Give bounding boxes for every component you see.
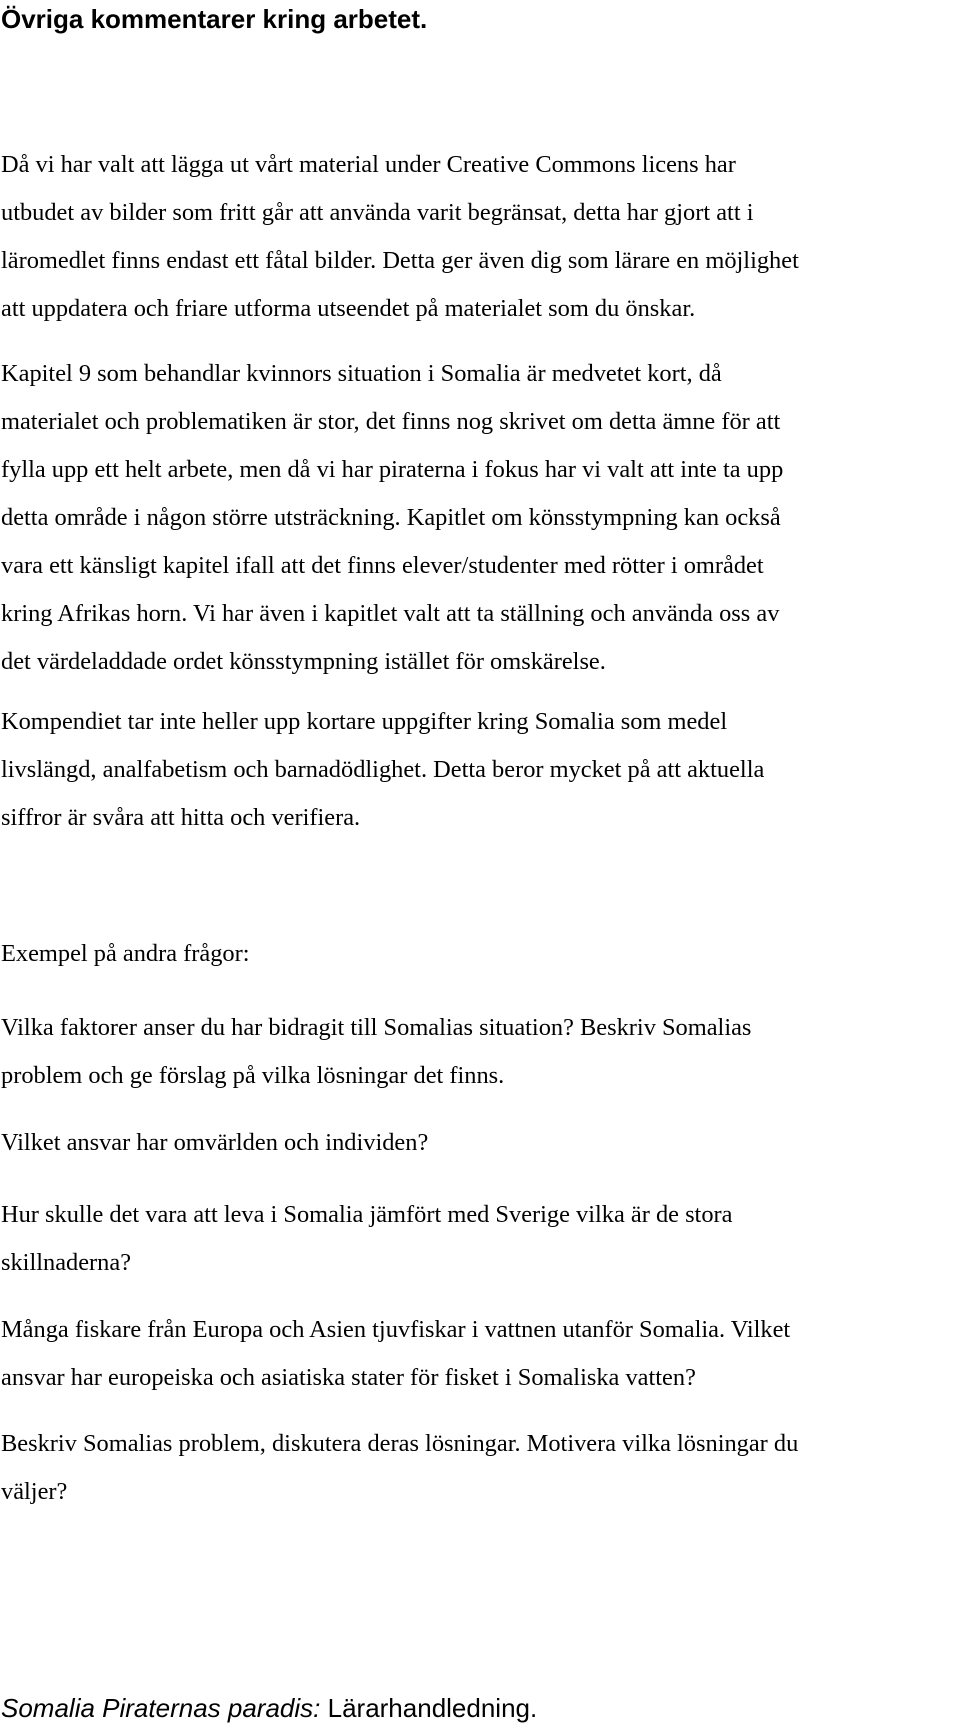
- paragraph-line: det värdeladdade ordet könsstympning istället för omskärelse.: [1, 648, 606, 675]
- page-footer: [1, 1691, 537, 1725]
- paragraph-licensing: [1, 141, 799, 333]
- paragraph-line: Då vi har valt att lägga ut vårt material under Creative Commons licens har: [1, 151, 736, 178]
- paragraph-line: livslängd, analfabetism och barnadödlighet. Detta beror mycket på att aktuella: [1, 756, 765, 783]
- paragraph-chapter-9: [1, 350, 783, 686]
- question-line: ansvar har europeiska och asiatiska stater för fisket i Somaliska vatten?: [1, 1364, 696, 1391]
- paragraph-line: materialet och problematiken är stor, det finns nog skrivet om detta ämne för att: [1, 408, 781, 435]
- questions-title-text: Exempel på andra frågor:: [1, 940, 250, 967]
- question-line: Beskriv Somalias problem, diskutera deras lösningar. Motivera vilka lösningar du: [1, 1430, 799, 1457]
- question-line: Många fiskare från Europa och Asien tjuvfiskar i vattnen utanför Somalia. Vilket: [1, 1316, 791, 1343]
- paragraph-line: detta område i någon större utsträckning. Kapitlet om könsstympning kan också: [1, 504, 781, 531]
- questions-title: [1, 930, 250, 978]
- question-item: [1, 1119, 428, 1167]
- question-line: skillnaderna?: [1, 1249, 132, 1276]
- question-line: Hur skulle det vara att leva i Somalia jämfört med Sverige vilka är de stora: [1, 1201, 733, 1228]
- paragraph-line: läromedlet finns endast ett fåtal bilder. Detta ger även dig som lärare en möjlighet: [1, 247, 799, 274]
- paragraph-line: vara ett känsligt kapitel ifall att det finns elever/studenter med rötter i området: [1, 552, 764, 579]
- question-line: Vilket ansvar har omvärlden och individen?: [1, 1129, 429, 1156]
- question-line: Vilka faktorer anser du har bidragit till Somalias situation? Beskriv Somalias: [1, 1014, 752, 1041]
- question-item: [1, 1420, 798, 1516]
- question-line: problem och ge förslag på vilka lösningar det finns.: [1, 1062, 505, 1089]
- question-item: [1, 1306, 790, 1402]
- paragraph-line: siffror är svåra att hitta och verifiera.: [1, 804, 361, 831]
- paragraph-line: att uppdatera och friare utforma utseendet på materialet som du önskar.: [1, 295, 696, 322]
- question-item: [1, 1004, 751, 1100]
- paragraph-line: Kompendiet tar inte heller upp kortare uppgifter kring Somalia som medel: [1, 708, 728, 735]
- question-item: [1, 1191, 732, 1287]
- paragraph-line: kring Afrikas horn. Vi har även i kapitlet valt att ta ställning och använda oss av: [1, 600, 780, 627]
- paragraph-line: fylla upp ett helt arbete, men då vi har piraterna i fokus har vi valt att inte ta upp: [1, 456, 784, 483]
- footer-title: Somalia Piraternas paradis:: [1, 1693, 321, 1723]
- footer-subtitle: Lärarhandledning.: [320, 1693, 538, 1723]
- page-heading: Övriga kommentarer kring arbetet.: [1, 4, 428, 34]
- paragraph-line: Kapitel 9 som behandlar kvinnors situation i Somalia är medvetet kort, då: [1, 360, 722, 387]
- paragraph-line: utbudet av bilder som fritt går att använda varit begränsat, detta har gjort att i: [1, 199, 754, 226]
- paragraph-compendium: [1, 698, 764, 842]
- question-line: väljer?: [1, 1478, 68, 1505]
